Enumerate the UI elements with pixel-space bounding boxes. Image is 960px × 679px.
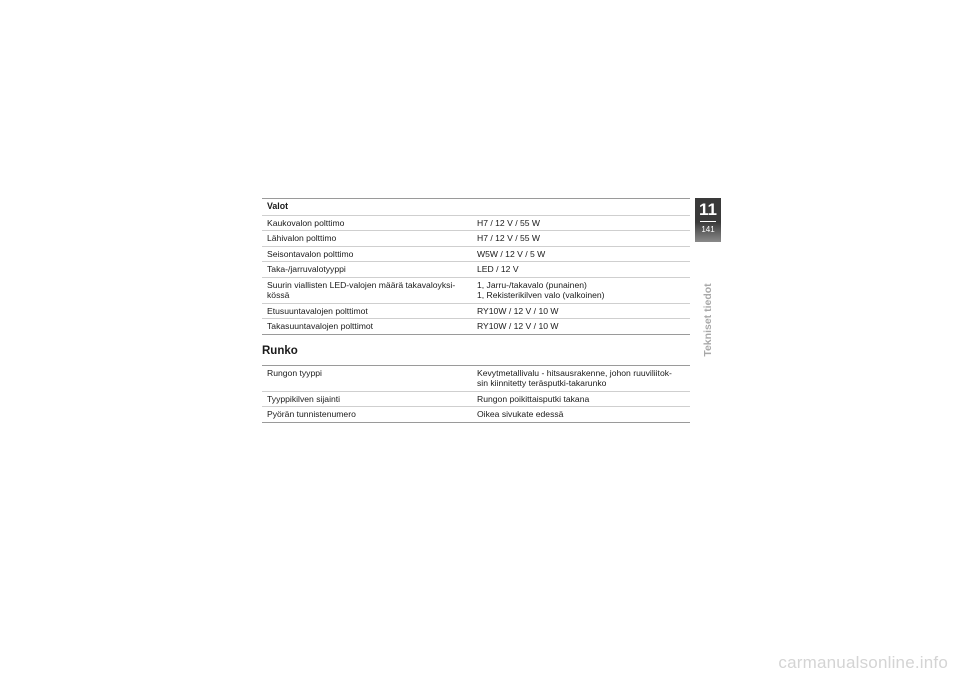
frame-table bbox=[262, 365, 690, 423]
table-row bbox=[262, 278, 690, 304]
row-value: H7 / 12 V / 55 W bbox=[477, 233, 541, 243]
row-label: Takasuuntavalojen polttimot bbox=[267, 321, 374, 331]
table-row bbox=[262, 319, 690, 335]
chapter-number: 11 bbox=[699, 200, 717, 219]
row-label: Seisontavalon polttimo bbox=[267, 248, 354, 259]
spec-content bbox=[262, 198, 690, 423]
table-row bbox=[262, 407, 690, 423]
chapter-side-title-text: Tekniset tiedot bbox=[702, 283, 714, 357]
chapter-tab-divider bbox=[700, 221, 716, 222]
row-value: RY10W / 12 V / 10 W bbox=[477, 321, 559, 331]
chapter-tab bbox=[695, 198, 721, 242]
watermark: carmanualsonline.info bbox=[778, 653, 948, 672]
row-value: H7 / 12 V / 55 W bbox=[477, 217, 541, 228]
row-label: Pyörän tunnistenumero bbox=[267, 409, 356, 419]
table-row bbox=[262, 216, 690, 232]
page-number: 141 bbox=[701, 225, 715, 234]
chapter-side-title bbox=[701, 270, 715, 370]
table-row bbox=[262, 231, 690, 247]
row-label: Taka-/jarruvalotyyppi bbox=[267, 264, 346, 274]
section-title-frame: Runko bbox=[262, 344, 298, 357]
row-label: Kaukovalon polttimo bbox=[267, 217, 345, 228]
row-label: Etusuuntavalojen polttimot bbox=[267, 305, 368, 316]
row-value: Oikea sivukate edessä bbox=[477, 409, 564, 419]
row-label: Tyyppikilven sijainti bbox=[267, 393, 341, 404]
table-row bbox=[262, 262, 690, 278]
row-label: Lähivalon polttimo bbox=[267, 233, 337, 243]
row-label: Rungon tyyppi bbox=[267, 367, 322, 378]
row-value: 1, Jarru-/takavalo (punainen) 1, Rekisterikilven valo (valkoinen) bbox=[477, 279, 605, 300]
row-value: Rungon poikittaisputki takana bbox=[477, 393, 590, 404]
table-row bbox=[262, 366, 690, 392]
row-value: RY10W / 12 V / 10 W bbox=[477, 305, 559, 316]
lights-table-heading bbox=[262, 199, 690, 216]
row-value: LED / 12 V bbox=[477, 264, 519, 274]
table-row bbox=[262, 392, 690, 408]
table-row bbox=[262, 247, 690, 263]
table-row bbox=[262, 304, 690, 320]
row-value: W5W / 12 V / 5 W bbox=[477, 248, 546, 259]
lights-table bbox=[262, 198, 690, 335]
row-value: Kevytmetallivalu - hitsausrakenne, johon ruuviliitok- sin kiinnitetty teräsputki-takarunko bbox=[477, 367, 672, 388]
lights-heading-text: Valot bbox=[267, 201, 289, 211]
row-label: Suurin viallisten LED-valojen määrä takavaloyksi- kössä bbox=[267, 279, 456, 300]
